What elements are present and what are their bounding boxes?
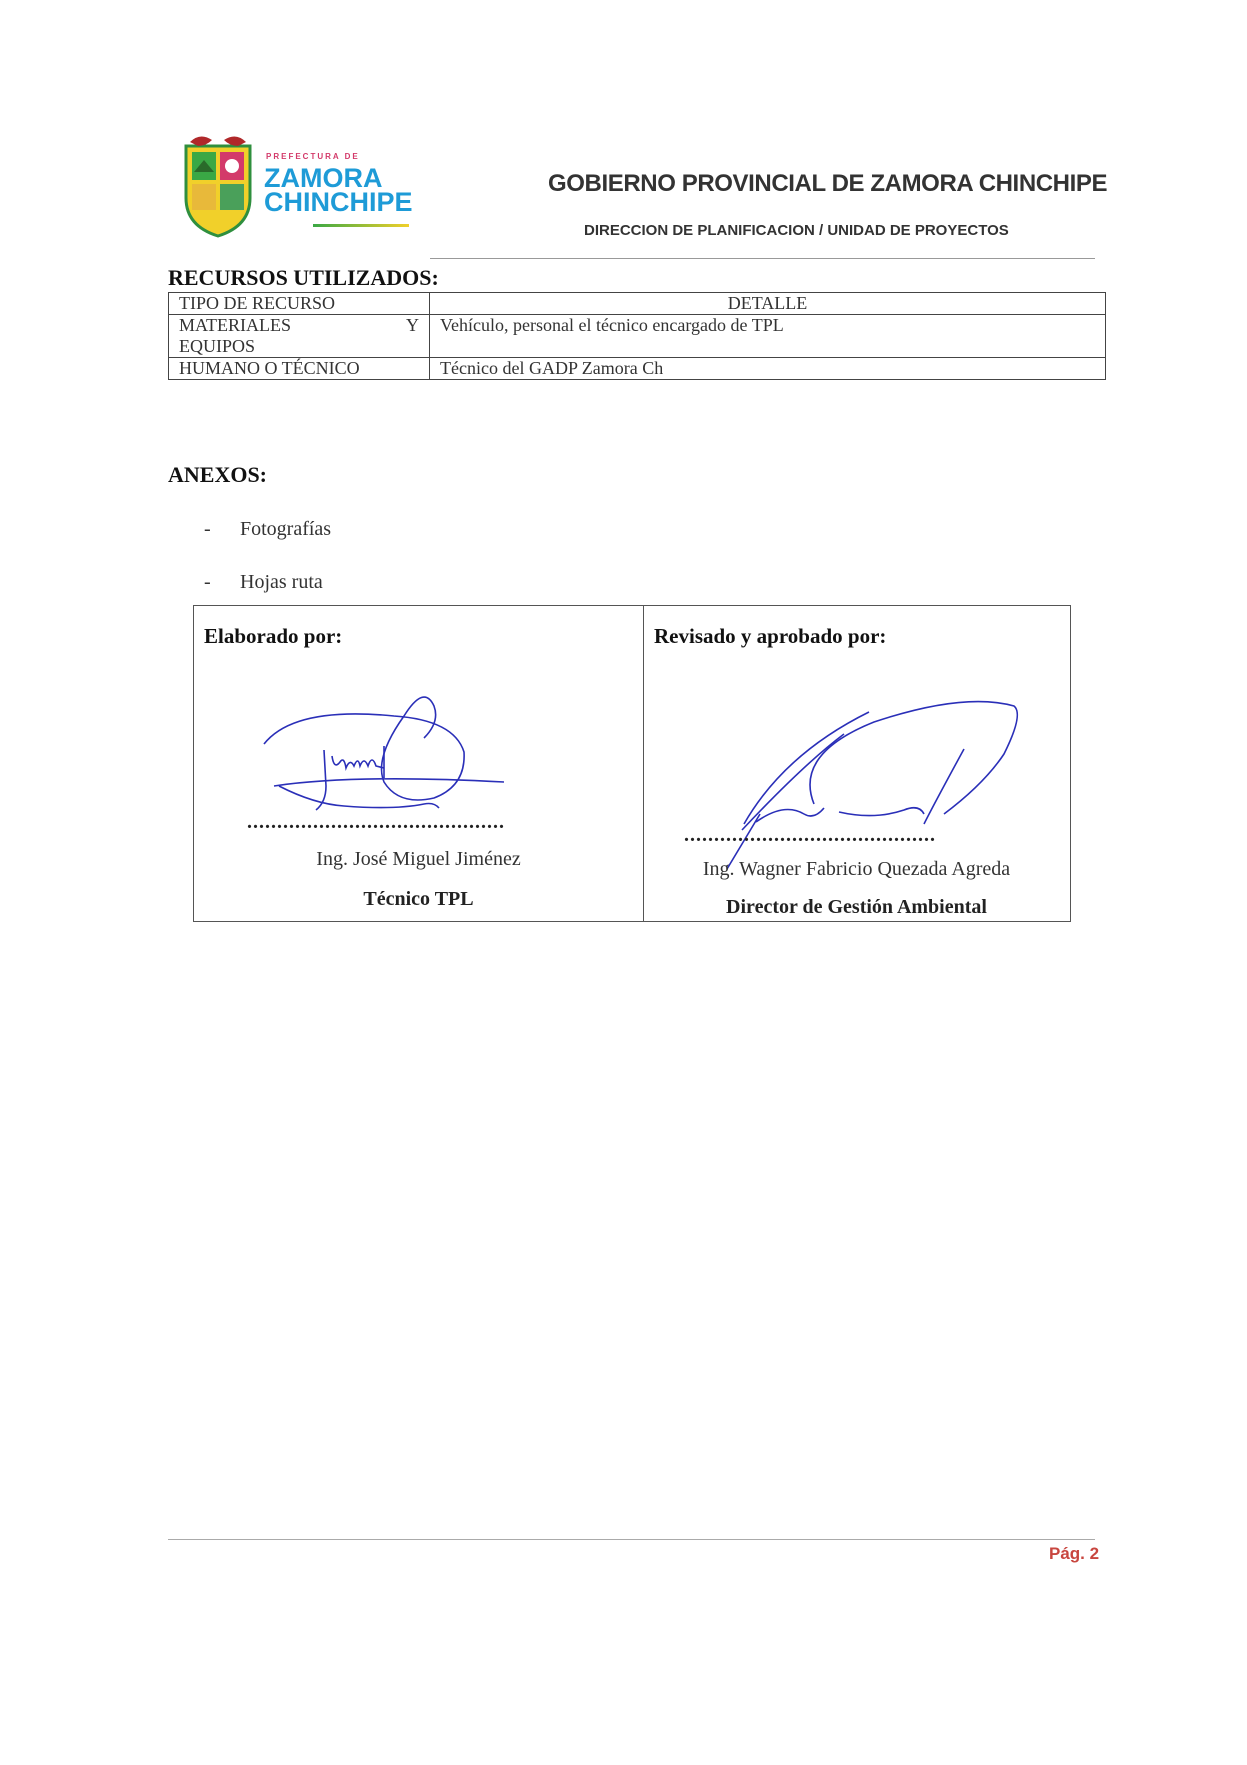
logo-prefix: PREFECTURA DE: [266, 152, 360, 161]
table-header-cell: DETALLE: [430, 293, 1106, 315]
anexos-title: ANEXOS:: [168, 462, 268, 487]
signature-line-right: ..........................................: [684, 824, 936, 846]
signature-line-left: ...........................................: [247, 811, 505, 833]
recursos-table: [168, 292, 1106, 380]
revisado-name: Ing. Wagner Fabricio Quezada Agreda: [702, 858, 1011, 880]
page-number: Pág. 2: [1049, 1544, 1100, 1563]
list-item-text: Fotografías: [240, 518, 332, 540]
logo-line-2: CHINCHIPE: [264, 187, 413, 217]
tipo-text: Y: [406, 315, 419, 335]
elaborado-label: Elaborado por:: [204, 624, 343, 648]
elaborado-role: Técnico TPL: [363, 888, 474, 910]
revisado-role: Director de Gestión Ambiental: [726, 896, 987, 918]
table-header-cell: TIPO DE RECURSO: [169, 293, 430, 315]
revisado-label: Revisado y aprobado por:: [654, 624, 887, 648]
table-cell-tipo: [169, 315, 430, 358]
table-row: [169, 358, 1106, 380]
elaborado-name: Ing. José Miguel Jiménez: [316, 848, 521, 870]
bullet-dash: -: [204, 571, 211, 593]
table-cell-detalle: Vehículo, personal el técnico encargado de TPL: [430, 315, 1106, 358]
logo-line-1: ZAMORA: [264, 163, 383, 193]
recursos-title: RECURSOS UTILIZADOS:: [168, 265, 439, 290]
table-header-row: [169, 293, 1106, 315]
organization-title: GOBIERNO PROVINCIAL DE ZAMORA CHINCHIPE: [548, 170, 1108, 197]
signature-table: [193, 605, 1071, 922]
list-item: [204, 518, 331, 541]
coat-of-arms-icon: [178, 128, 258, 238]
table-cell-detalle: Técnico del GADP Zamora Ch: [430, 358, 1106, 380]
table-row: [169, 315, 1106, 358]
tipo-text: EQUIPOS: [179, 336, 256, 356]
tipo-text: MATERIALES: [179, 315, 291, 335]
logo-underline: [313, 224, 409, 227]
prefectura-logo: [178, 128, 418, 238]
table-cell-tipo: HUMANO O TÉCNICO: [169, 358, 430, 380]
department-subtitle: DIRECCION DE PLANIFICACION / UNIDAD DE PROYECTOS: [584, 222, 1009, 239]
list-item-text: Hojas ruta: [240, 571, 323, 593]
bullet-dash: -: [204, 518, 211, 540]
list-item: [204, 571, 323, 594]
footer-divider: [168, 1539, 1095, 1540]
header-divider: [430, 258, 1095, 259]
signature-elaborado-icon: [234, 686, 504, 831]
